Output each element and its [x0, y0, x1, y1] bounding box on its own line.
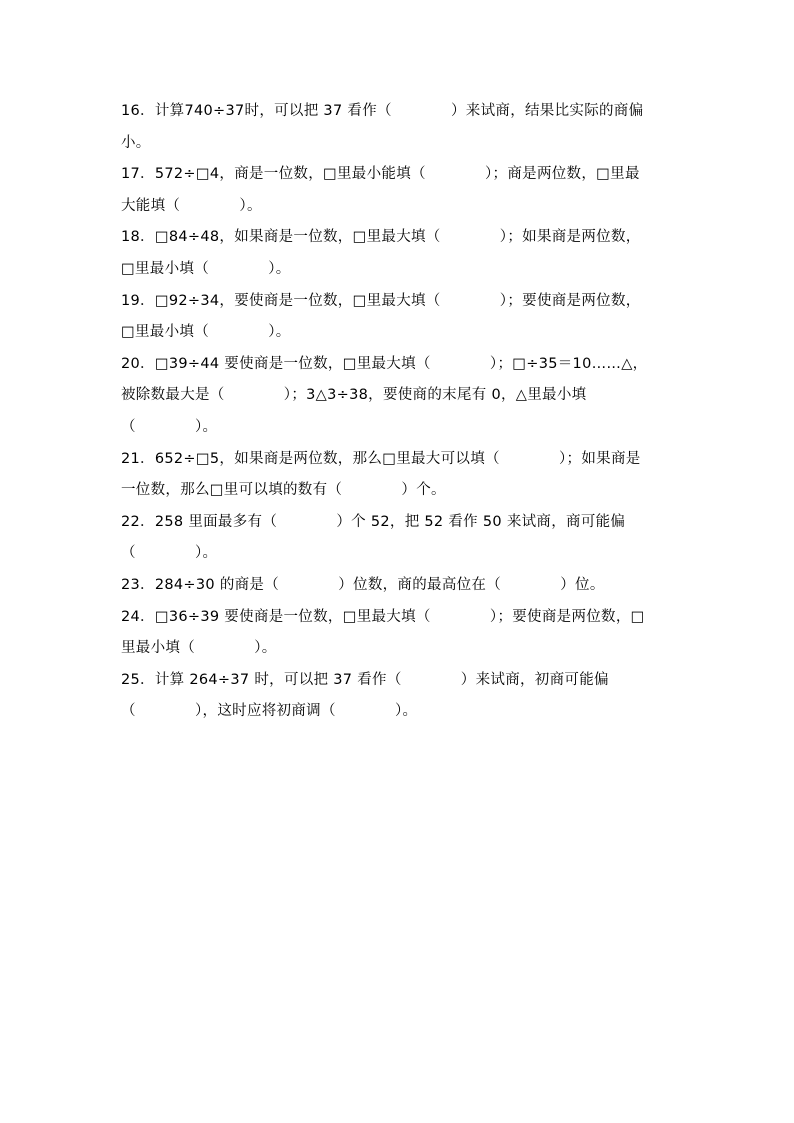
q20-line-1: 20．□39÷44 要使商是一位数，□里最大填（ ）；□÷35＝10……△，: [121, 355, 648, 372]
q22-line-1: 22．258 里面最多有（ ）个 52，把 52 看作 50 来试商，商可能偏: [121, 513, 626, 530]
q19-line-1: 19．□92÷34，要使商是一位数，□里最大填（ ）；要使商是两位数，: [121, 292, 641, 309]
q21-line-1: 21．652÷□5，如果商是两位数，那么□里最大可以填（ ）；如果商是: [121, 450, 641, 467]
q16-line-1: 16．计算740÷37时，可以把 37 看作（ ）来试商，结果比实际的商偏: [121, 103, 644, 119]
q18-line-1: 18．□84÷48，如果商是一位数，□里最大填（ ）；如果商是两位数，: [121, 229, 641, 246]
q17-line-1: 17．572÷□4，商是一位数，□里最小能填（ ）；商是两位数，□里最: [121, 166, 640, 183]
q22-line-2: （ ）。: [121, 545, 218, 562]
q19-line-2: □里最小填（ ）。: [121, 324, 291, 341]
q25-line-2: （ ），这时应将初商调（ ）。: [121, 703, 418, 720]
q20-line-3: （ ）。: [121, 418, 218, 435]
q24-line-1: 24．□36÷39 要使商是一位数，□里最大填（ ）；要使商是两位数，□: [121, 608, 645, 625]
question-list: [121, 99, 681, 731]
q18-line-2: □里最小填（ ）。: [121, 260, 291, 277]
q21-line-2: 一位数，那么□里可以填的数有（ ）个。: [121, 482, 446, 499]
q23-line-1: 23．284÷30 的商是（ ）位数，商的最高位在（ ）位。: [121, 576, 605, 593]
q16-line-2: 小。: [121, 134, 151, 151]
q20-line-2: 被除数最大是（ ）；3△3÷38，要使商的末尾有 0，△里最小填: [121, 387, 587, 404]
q17-line-2: 大能填（ ）。: [121, 197, 262, 214]
q24-line-2: 里最小填（ ）。: [121, 640, 277, 657]
q25-line-1: 25．计算 264÷37 时，可以把 37 看作（ ）来试商，初商可能偏: [121, 671, 609, 688]
